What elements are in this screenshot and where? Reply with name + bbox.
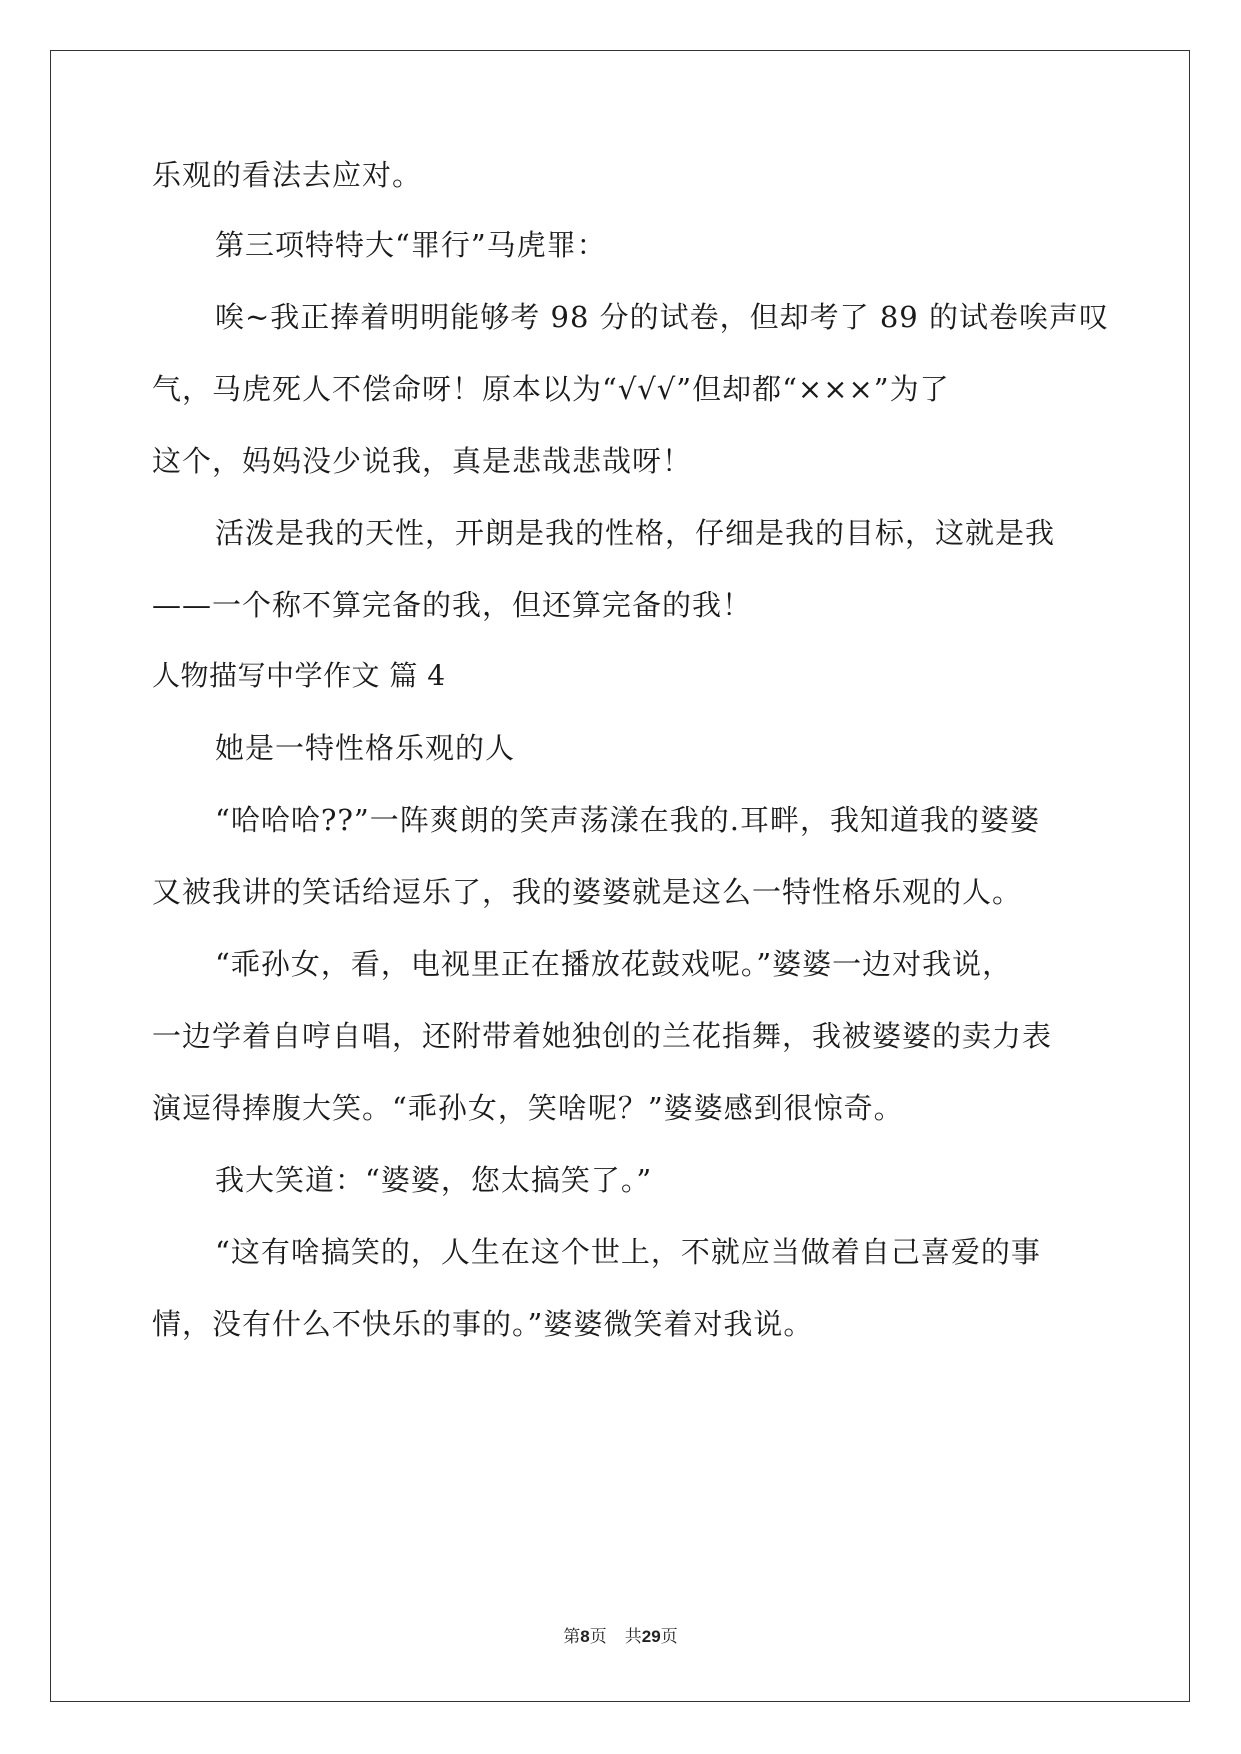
footer-page-prefix: 第 bbox=[563, 1627, 581, 1647]
paragraph-line: “这有啥搞笑的，人生在这个世上，不就应当做着自己喜爱的事 bbox=[215, 1235, 1041, 1269]
paragraph-line: “哈哈哈??”一阵爽朗的笑声荡漾在我的.耳畔，我知道我的婆婆 bbox=[215, 803, 1040, 837]
paragraph-line: 活泼是我的天性，开朗是我的性格，仔细是我的目标，这就是我 bbox=[215, 516, 1056, 550]
paragraph-line: 她是一特性格乐观的人 bbox=[215, 731, 516, 765]
paragraph-line: 我大笑道：“婆婆，您太搞笑了。” bbox=[215, 1163, 653, 1197]
paragraph-line: 气，马虎死人不偿命呀！原本以为“√√√”但却都“×××”为了 bbox=[152, 372, 950, 406]
paragraph-line: 第三项特特大“罪行”马虎罪： bbox=[215, 228, 607, 262]
footer-page-number: 8 bbox=[580, 1627, 590, 1646]
paragraph-line: ——一个称不算完备的我，但还算完备的我！ bbox=[152, 588, 753, 622]
footer-page-suffix: 页 bbox=[589, 1627, 607, 1647]
paragraph-line: 演逗得捧腹大笑。“乖孙女，笑啥呢？”婆婆感到很惊奇。 bbox=[152, 1091, 904, 1125]
footer-total-prefix: 共 bbox=[624, 1627, 642, 1647]
paragraph-line: 乐观的看法去应对。 bbox=[152, 158, 423, 192]
section-heading: 人物描写中学作文 篇 4 bbox=[152, 659, 446, 692]
paragraph-line: 又被我讲的笑话给逗乐了，我的婆婆就是这么一特性格乐观的人。 bbox=[152, 875, 1023, 909]
paragraph-line: 一边学着自哼自唱，还附带着她独创的兰花指舞，我被婆婆的卖力表 bbox=[152, 1019, 1053, 1053]
footer-total-pages: 29 bbox=[641, 1627, 661, 1646]
paragraph-line: “乖孙女，看，电视里正在播放花鼓戏呢。”婆婆一边对我说， bbox=[215, 947, 1013, 981]
paragraph-line: 这个，妈妈没少说我，真是悲哉悲哉呀！ bbox=[152, 444, 693, 478]
footer-total-suffix: 页 bbox=[660, 1627, 678, 1647]
page-footer bbox=[0, 1626, 1241, 1648]
paragraph-line: 唉~我正捧着明明能够考 98 分的试卷，但却考了 89 的试卷唉声叹 bbox=[215, 300, 1109, 334]
paragraph-line: 情，没有什么不快乐的事的。”婆婆微笑着对我说。 bbox=[152, 1307, 814, 1341]
